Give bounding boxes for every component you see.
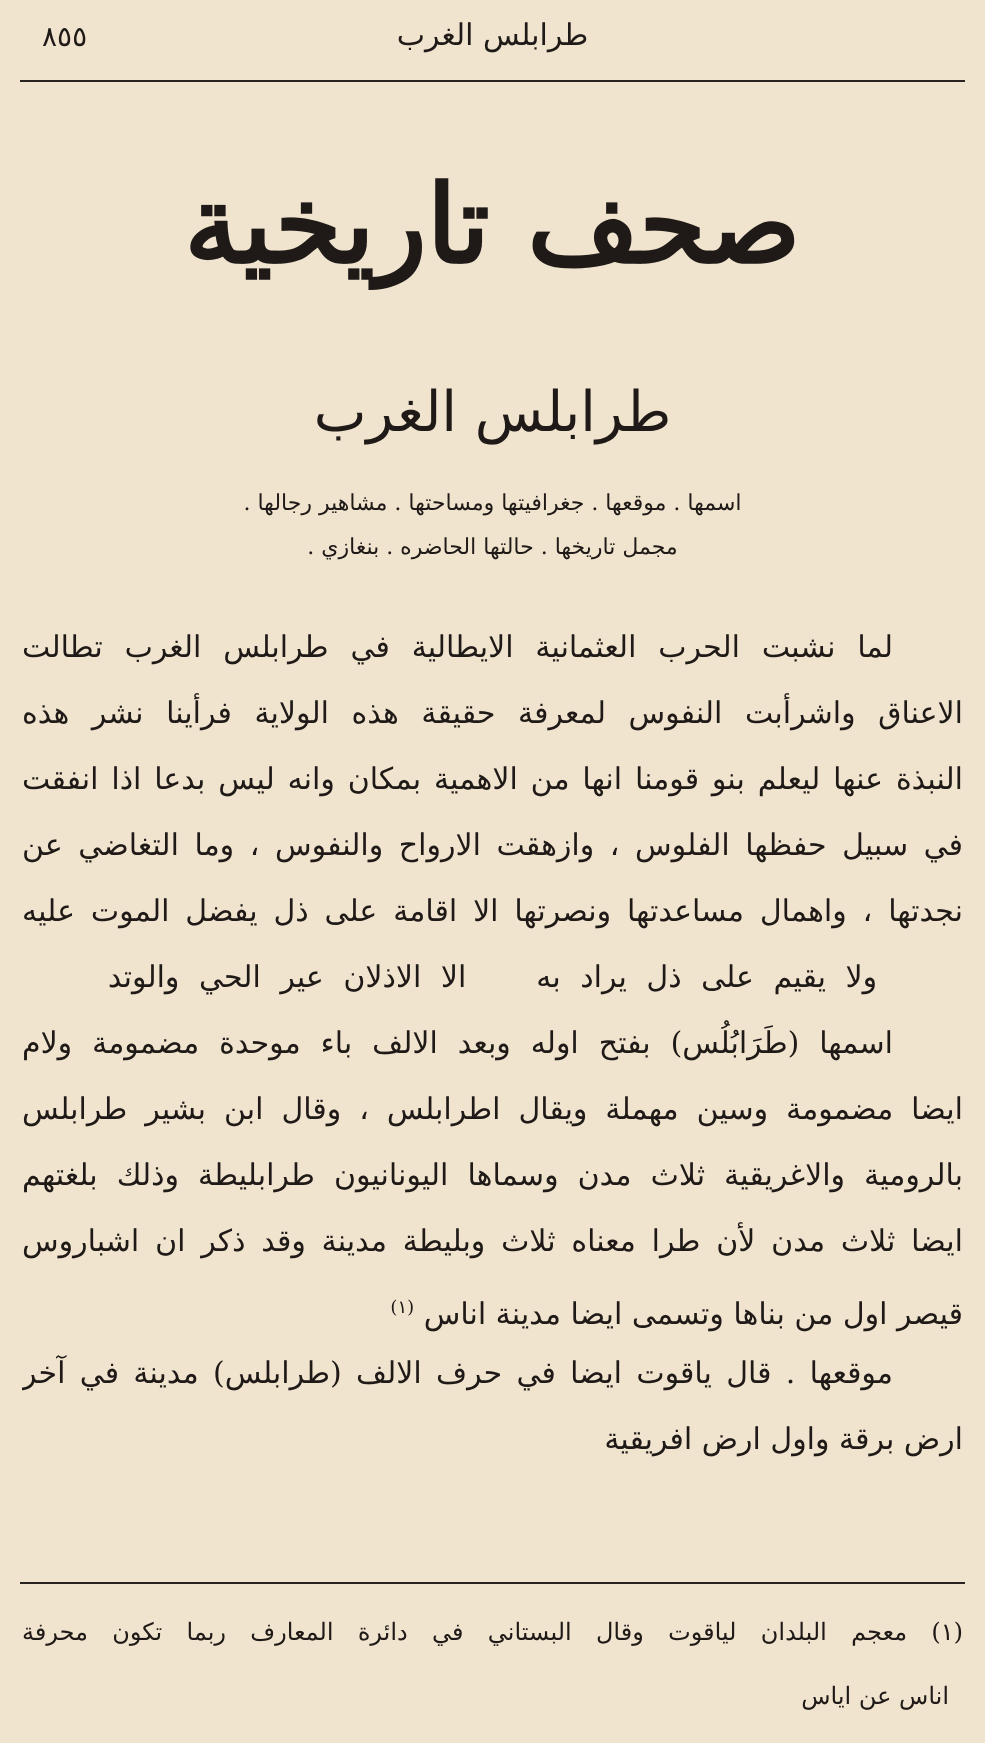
body-line: ايضا ثلاث مدن لأن طرا معناه ثلاث وبليطة مدينة وقد ذكر ان اشباروس: [22, 1224, 963, 1259]
article-title: طرابلس الغرب: [313, 380, 672, 445]
body-line: اسمها (طَرَابُلُس) بفتح اوله وبعد الالف باء موحدة مضمومة ولام: [22, 1026, 894, 1061]
body-line: ارض برقة واول ارض افريقية: [604, 1422, 963, 1457]
article-body: [22, 615, 963, 1473]
body-line: نجدتها ، واهمال مساعدتها ونصرتها الا اقامة على ذل يفضل الموت عليه: [22, 894, 963, 929]
table-of-contents: [160, 482, 825, 570]
running-header: [20, 14, 965, 64]
page-number: ٨٥٥: [42, 20, 88, 53]
body-line-text: قيصر اول من بناها وتسمى ايضا مدينة اناس: [423, 1297, 963, 1332]
footnote-line: اناس عن اياس: [801, 1682, 949, 1710]
body-line: موقعها . قال ياقوت ايضا في حرف الالف (طرابلس) مدينة في آخر: [22, 1356, 893, 1391]
footnote: [22, 1600, 963, 1728]
body-line: في سبيل حفظها الفلوس ، وازهقت الارواح والنفوس ، وما التغاضي عن: [22, 828, 963, 863]
body-line: بالرومية والاغريقية ثلاث مدن وسماها اليونانيون طرابليطة وذلك بلغتهم: [22, 1158, 963, 1193]
body-line: [22, 1275, 963, 1341]
poetry-verse: [22, 945, 963, 1011]
footnote-line: (١) معجم البلدان لياقوت وقال البستاني في دائرة المعارف ربما تكون محرفة: [22, 1618, 963, 1646]
section-title: صحف تاريخية: [184, 162, 801, 288]
toc-line: اسمها . موقعها . جغرافيتها ومساحتها . مشاهير رجالها .: [243, 491, 742, 516]
toc-line: مجمل تاريخها . حالتها الحاضره . بنغازي .: [307, 535, 678, 560]
running-title: طرابلس الغرب: [396, 18, 589, 53]
verse-hemistich-2: الا الاذلان عير الحي والوتد: [107, 960, 467, 995]
header-rule: [20, 80, 965, 82]
body-line: لما نشبت الحرب العثمانية الايطالية في طرابلس الغرب تطالت: [22, 630, 893, 665]
body-line: الاعناق واشرأبت النفوس لمعرفة حقيقة هذه الولاية فرأينا نشر هذه: [22, 696, 963, 731]
body-line: ايضا مضمومة وسين مهملة ويقال اطرابلس ، وقال ابن بشير طرابلس: [22, 1092, 963, 1127]
verse-hemistich-1: ولا يقيم على ذل يراد به: [536, 960, 878, 995]
body-line: النبذة عنها ليعلم بنو قومنا انها من الاهمية بمكان وانه ليس بدعا اذا انفقت: [22, 762, 963, 797]
footnote-reference: (١): [390, 1297, 415, 1318]
footnote-rule: [20, 1582, 965, 1584]
